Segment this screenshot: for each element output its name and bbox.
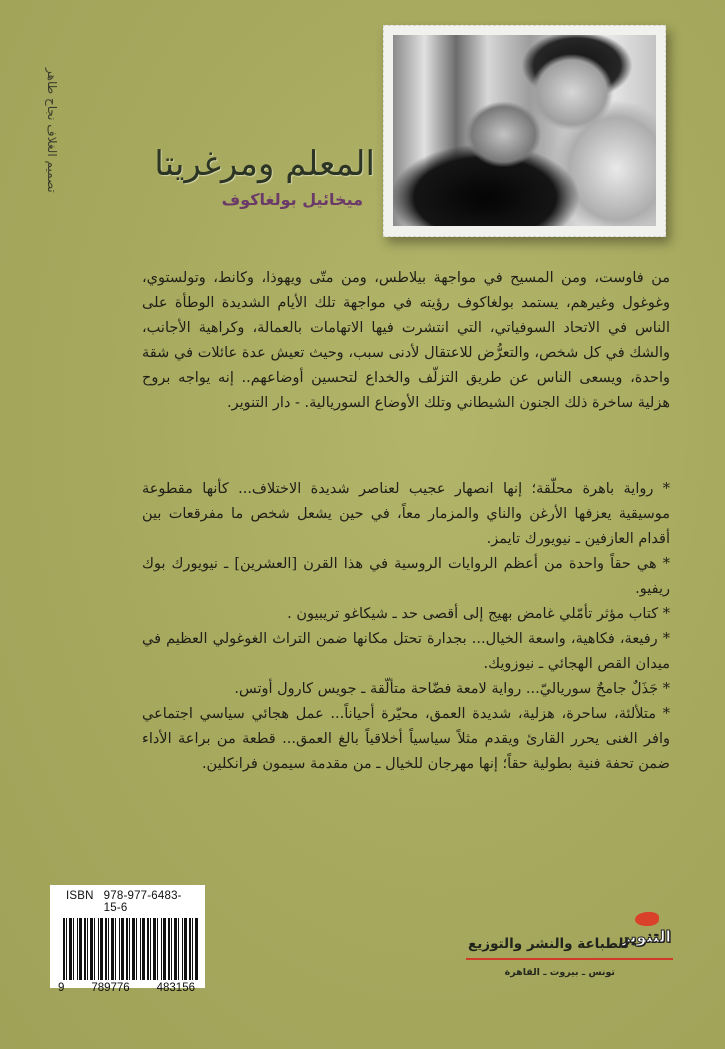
barcode-lead-digit: 9 bbox=[58, 982, 65, 994]
publisher-logo bbox=[620, 912, 671, 946]
publisher-cities: تونس ـ بيروت ـ القاهرة bbox=[504, 967, 615, 978]
review-quote: * كتاب مؤثر تأمّلي غامض بهيج إلى أقصى حد ـ شيكاغو تريبيون . bbox=[287, 606, 670, 622]
isbn-number: 978-977-6483-15-6 bbox=[103, 890, 182, 914]
barcode-group-2: 483156 bbox=[156, 982, 195, 994]
designer-credit-text: تصميم الغلاف نجاح طاهر bbox=[45, 67, 59, 193]
isbn-label: ISBN bbox=[66, 890, 94, 902]
publisher-logo-word: التنوير bbox=[620, 927, 671, 946]
review-quote: * هي حقاً واحدة من أعظم الروايات الروسية في هذا القرن [العشرين] ـ نيويورك بوك ريفيو. bbox=[142, 556, 670, 597]
flame-icon bbox=[635, 912, 659, 926]
review-quotes bbox=[142, 477, 670, 777]
review-quote: * جَذَلٌ جامحٌ سورياليّ... رواية لامعة فضّاحة متألّقة ـ جويس كارول أوتس. bbox=[234, 681, 670, 697]
barcode-group-1: 789776 bbox=[91, 982, 130, 994]
author-name: ميخائيل بولغاكوف bbox=[221, 190, 363, 209]
barcode-digits bbox=[58, 982, 197, 994]
publisher-name: للطباعة والنشر والتوزيع bbox=[468, 936, 629, 952]
review-quote: * رفيعة، فكاهية، واسعة الخيال... بجدارة تحتل مكانها ضمن التراث الغوغولي العظيم في ميدان القص الهجائي ـ نيوزويك. bbox=[142, 631, 670, 672]
review-quote: * متلألئة، ساحرة، هزلية، شديدة العمق، محيّرة أحياناً... عمل هجائي سياسي اجتماعي وافر الغنى يحرر القارئ ويقدم مثلاً سياسياً أخلاقياً بالغ العمق... قطعة من براعة الأداء ضمن تحفة فنية بطولية حقاً؛ إنها مهرجان للخيال ـ من مقدمة سيمون فرانكلين. bbox=[142, 706, 670, 772]
title-block bbox=[150, 140, 375, 209]
isbn-line bbox=[58, 890, 197, 914]
publisher-divider bbox=[466, 958, 673, 960]
photo-icon bbox=[393, 35, 656, 226]
publisher-block bbox=[462, 912, 677, 992]
publisher-blurb: من فاوست، ومن المسيح في مواجهة بيلاطس، ومن متّى ويهوذا، وكانط، وتولستوي، وغوغول وغيرهم، يستمد بولغاكوف رؤيته في مواجهة تلك الأيام الشديدة الوطأة على الناس في الاتحاد السوفياتي، التي انتشرت فيها الاتهامات بالعمالة، وكراهية الأجانب، والشك في كل شخص، والتعرُّض للاعتقال لأدنى سبب، وحيث تعيش عدة عائلات في شقة واحدة، ويسعى الناس عن طريق التزلّف والخداع لتحسين أوضاعهم.. إنه يواجه بروح هزلية ساخرة ذلك الجنون الشيطاني وتلك الأوضاع السوريالية. - دار التنوير. bbox=[142, 270, 670, 411]
book-title: المعلم ومرغريتا bbox=[154, 144, 375, 184]
author-photo-frame bbox=[383, 25, 666, 237]
review-quote: * رواية باهرة محلّقة؛ إنها انصهار عجيب لعناصر شديدة الاختلاف... كأنها مقطوعة موسيقية يعزفها الأرغن والناي والمزمار معاً، في حين يشعل شخص ما مفرقعات بين أقدام العازفين ـ نيويورك تايمز. bbox=[142, 481, 670, 547]
isbn-barcode bbox=[50, 885, 205, 994]
cover-designer-credit bbox=[40, 40, 64, 220]
barcode-icon bbox=[63, 918, 198, 980]
